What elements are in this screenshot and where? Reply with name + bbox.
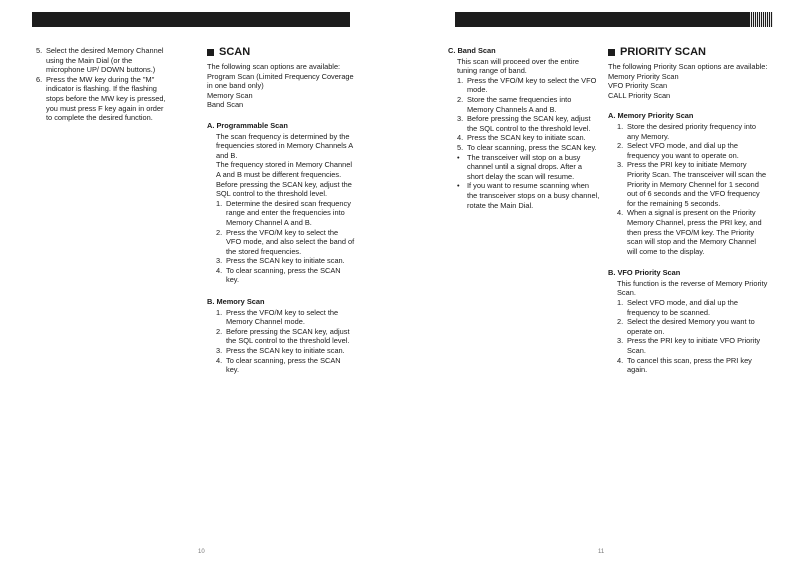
header-bar-hatch	[749, 12, 773, 27]
list-item: 4. To clear scanning, press the SCAN key.	[216, 265, 341, 285]
list-item: • The transceiver will stop on a busy channel until a signal drops. After a short delay the scan will resume.	[457, 152, 583, 181]
list-item: 6. Press the MW key during the "M" indicator is flashing. If the flashing stops before the MW key is pressed, you must press F key again in order to complete the desired function.	[36, 74, 166, 123]
paragraph: The scan frequency is determined by the frequencies stored in Memory Channels A and B.	[216, 131, 353, 160]
band-scan-heading: C. Band Scan	[448, 46, 496, 55]
header-bar-right	[455, 12, 773, 27]
memory-priority-heading: A. Memory Priority Scan	[608, 111, 694, 121]
list-item: 4. When a signal is present on the Priority Memory Channel, press the PRI key, and then press the VFO/M key. The Priority scan will stop and the Memory Channel will come to the display.	[617, 208, 762, 256]
memory-priority-steps	[608, 122, 768, 256]
list-item: 3. Press the PRI key to initiate Memory Priority Scan. The transceiver will scan the Priority in Memory Chennel for 1 second out of 6 seconds and the VFO frequency for the remaining 5 seconds.	[617, 160, 767, 208]
continued-step-list	[36, 46, 166, 123]
column-scan	[207, 46, 355, 375]
list-item: 5. To clear scanning, press the SCAN key.	[457, 142, 597, 152]
bullet-dot-icon: •	[457, 152, 460, 162]
priority-scan-title: PRIORITY SCAN	[608, 46, 768, 59]
list-item: 3. Press the SCAN key to initiate scan.	[216, 256, 345, 266]
bullet-dot-icon: •	[457, 181, 460, 191]
column-priority-scan	[608, 46, 768, 375]
list-item: 3. Press the SCAN key to initiate scan.	[216, 346, 345, 356]
list-item: 1. Press the VFO/M key to select the Memory Channel mode.	[216, 307, 339, 327]
list-item: 2. Select VFO mode, and dial up the frequency you want to operate on.	[617, 141, 739, 160]
scan-title: SCAN	[207, 46, 355, 59]
scan-option: Band Scan	[207, 100, 244, 110]
column-continued-steps	[36, 46, 166, 123]
page-number-right: 11	[598, 549, 605, 555]
vfo-priority-intro: This function is the reverse of Memory Priority Scan.	[617, 278, 768, 298]
square-bullet-icon	[608, 49, 615, 56]
vfo-priority-heading: B. VFO Priority Scan	[608, 268, 681, 278]
programmable-scan-steps	[207, 199, 355, 285]
square-bullet-icon	[207, 49, 214, 56]
list-item: 1. Store the desired priority frequency into any Memory.	[617, 121, 756, 141]
list-item: 3. Before pressing the SCAN key, adjust the SQL control to the threshold level.	[457, 114, 591, 133]
scan-intro: The following scan options are available:	[207, 62, 341, 71]
list-item: 1. Press the VFO/M key to select the VFO mode.	[457, 75, 597, 95]
band-scan-notes	[448, 153, 600, 211]
header-bar-left	[32, 12, 350, 27]
list-item: 1. Determine the desired scan frequency range and enter the frequencies into Memory Channel A and B.	[216, 198, 351, 227]
vfo-priority-steps	[608, 298, 768, 375]
priority-option: VFO Priority Scan	[608, 81, 668, 91]
list-item: 2. Store the same frequencies into Memory Channels A and B.	[457, 94, 572, 114]
list-item: 2. Press the VFO/M key to select the VFO mode, and also select the band of the stored frequencies.	[216, 227, 355, 256]
scan-option: Program Scan (Limited Frequency Coverage in one band only)	[207, 71, 354, 91]
list-item: 2. Select the desired Memory you want to operate on.	[617, 317, 755, 336]
list-item: 4. To clear scanning, press the SCAN key.	[216, 355, 341, 375]
band-scan-steps	[448, 76, 600, 153]
memory-scan-steps	[207, 308, 355, 375]
list-item: 3. Press the PRI key to initiate VFO Priority Scan.	[617, 336, 761, 356]
priority-option: CALL Priority Scan	[608, 90, 671, 100]
priority-option: Memory Priority Scan	[608, 71, 679, 81]
paragraph: The frequency stored in Memory Channel A and B must be different frequencies.	[216, 160, 352, 179]
list-item: 5. Select the desired Memory Channel using the Main Dial (or the microphone UP/ DOWN buttons.)	[36, 46, 164, 75]
column-band-scan	[448, 46, 600, 210]
priority-intro: The following Priority Scan options are available:	[608, 62, 768, 71]
paragraph: Before pressing the SCAN key, adjust the SQL control to the threshold level.	[216, 179, 352, 199]
programmable-scan-heading: A. Programmable Scan	[207, 120, 288, 130]
band-scan-intro: This scan will proceed over the entire tuning range of band.	[457, 56, 580, 76]
memory-scan-heading: B. Memory Scan	[207, 297, 265, 307]
list-item: 1. Select VFO mode, and dial up the frequency to be scanned.	[617, 298, 738, 317]
list-item: 4. Press the SCAN key to initiate scan.	[457, 133, 586, 143]
page-number-left: 10	[198, 549, 205, 555]
list-item: 4. To cancel this scan, press the PRI key again.	[617, 355, 752, 375]
list-item: • If you want to resume scanning when the transceiver stops on a busy channel, rotate the Main Dial.	[457, 181, 600, 210]
list-item: 2. Before pressing the SCAN key, adjust the SQL control to the threshold level.	[216, 326, 350, 346]
scan-option: Memory Scan	[207, 90, 253, 100]
